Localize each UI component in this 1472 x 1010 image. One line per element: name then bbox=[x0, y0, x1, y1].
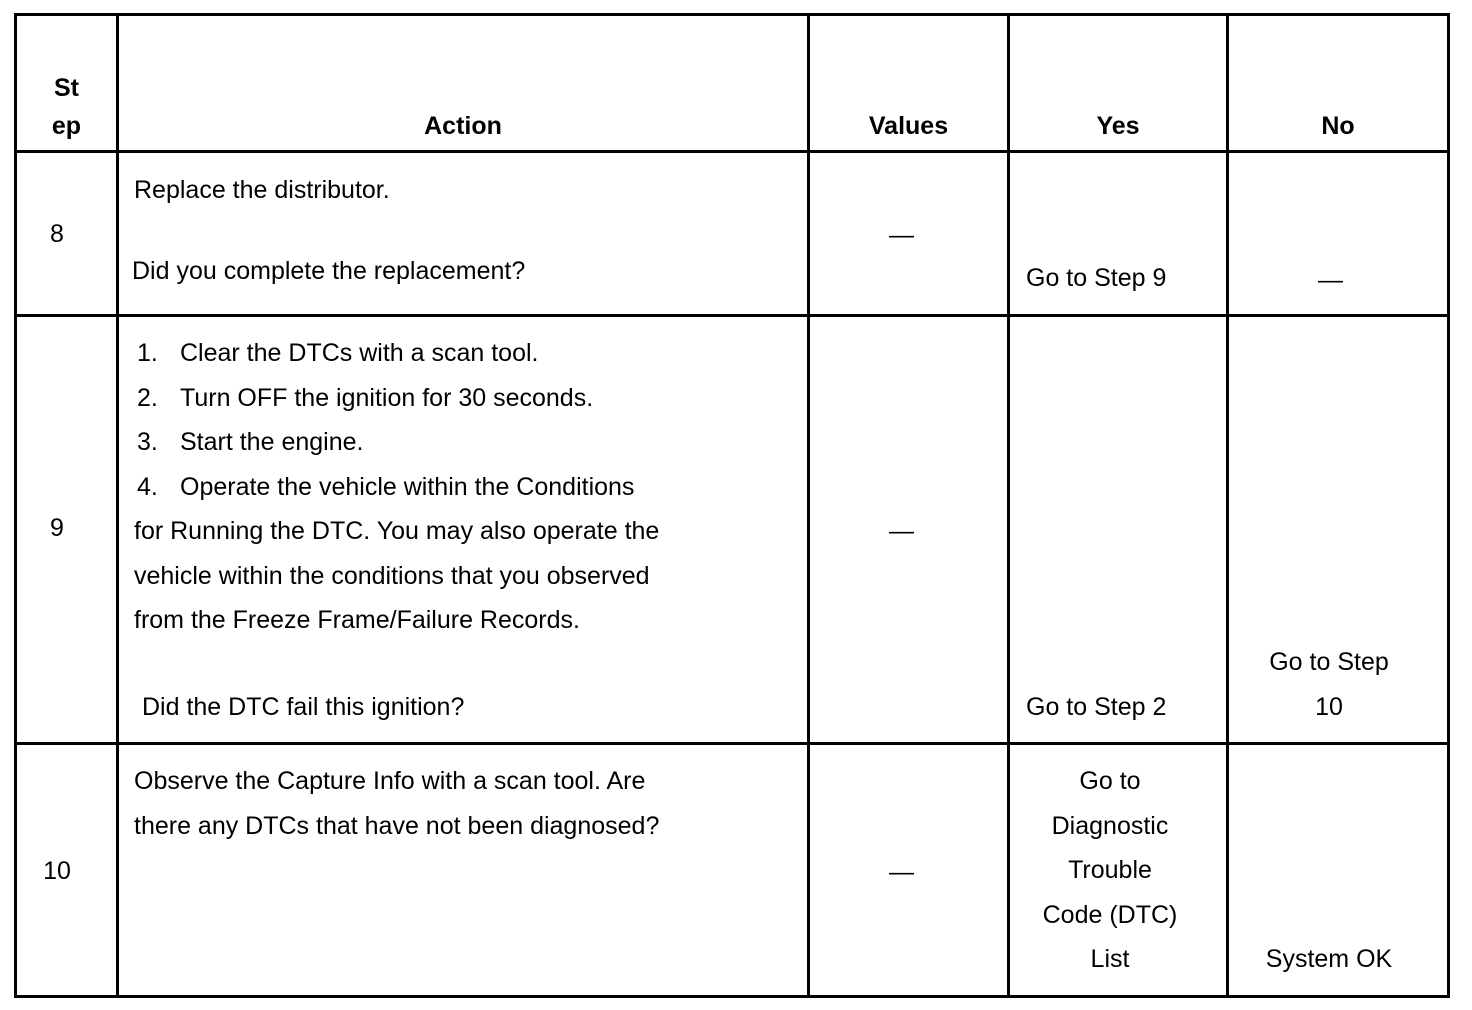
list-item bbox=[134, 465, 794, 510]
action-text bbox=[134, 759, 659, 848]
continuation-line: for Running the DTC. You may also operate the bbox=[134, 517, 660, 545]
diagnostic-table bbox=[14, 13, 1450, 998]
list-text: Clear the DTCs with a scan tool. bbox=[180, 339, 539, 367]
action-steps bbox=[134, 331, 794, 643]
action-question: Did you complete the replacement? bbox=[132, 257, 526, 285]
table-border-bottom bbox=[14, 995, 1450, 998]
list-number: 3. bbox=[137, 428, 158, 456]
action-line: Observe the Capture Info with a scan tool. Are bbox=[134, 767, 646, 795]
continuation-line: from the Freeze Frame/Failure Records. bbox=[134, 606, 580, 634]
header-no: No bbox=[1321, 112, 1355, 140]
yes-result: Go to Step 9 bbox=[1026, 264, 1167, 292]
values-dash: — bbox=[889, 221, 914, 249]
values-dash: — bbox=[889, 858, 914, 886]
table-border-top bbox=[14, 13, 1450, 16]
header-step-line1: St bbox=[54, 74, 79, 102]
yes-result-line: Trouble bbox=[1068, 856, 1152, 884]
step-number: 8 bbox=[50, 220, 64, 248]
header-step bbox=[17, 69, 116, 145]
list-number: 4. bbox=[137, 472, 158, 501]
column-divider bbox=[116, 13, 119, 998]
values-dash: — bbox=[889, 517, 914, 545]
action-line: there any DTCs that have not been diagnosed? bbox=[134, 811, 660, 840]
row-divider bbox=[14, 314, 1450, 317]
no-result: System OK bbox=[1265, 945, 1393, 973]
column-divider bbox=[1226, 13, 1229, 998]
list-text: Start the engine. bbox=[180, 428, 364, 456]
header-values: Values bbox=[868, 112, 949, 140]
yes-result bbox=[1010, 759, 1210, 982]
yes-result-line: Go to bbox=[1079, 767, 1141, 795]
yes-result-line: List bbox=[1090, 945, 1130, 973]
list-text: Turn OFF the ignition for 30 seconds. bbox=[180, 383, 594, 412]
list-text: Operate the vehicle within the Conditions bbox=[180, 472, 635, 501]
list-number: 1. bbox=[137, 339, 158, 367]
numbered-step-list bbox=[134, 331, 794, 509]
yes-result: Go to Step 2 bbox=[1026, 693, 1167, 721]
step-number: 10 bbox=[43, 857, 71, 885]
list-item bbox=[134, 331, 794, 376]
list-item bbox=[134, 376, 794, 421]
yes-result-line: Diagnostic bbox=[1051, 811, 1169, 840]
row-divider bbox=[14, 742, 1450, 745]
yes-result-line: Code (DTC) bbox=[1042, 900, 1178, 929]
table-border-right bbox=[1447, 13, 1450, 998]
step-number: 9 bbox=[50, 514, 64, 542]
list-item bbox=[134, 420, 794, 465]
header-step-line2: ep bbox=[51, 112, 82, 140]
header-action: Action bbox=[424, 112, 502, 140]
action-question: Did the DTC fail this ignition? bbox=[142, 693, 465, 721]
header-divider bbox=[14, 150, 1450, 153]
list-number: 2. bbox=[137, 383, 158, 412]
no-result bbox=[1229, 640, 1429, 729]
action-text: Replace the distributor. bbox=[134, 176, 390, 204]
continuation-line: vehicle within the conditions that you observed bbox=[134, 561, 650, 590]
header-yes: Yes bbox=[1096, 112, 1140, 140]
no-result-line: Go to Step bbox=[1269, 648, 1389, 676]
no-result: — bbox=[1318, 266, 1343, 294]
column-divider bbox=[807, 13, 810, 998]
no-result-line: 10 bbox=[1315, 692, 1343, 721]
